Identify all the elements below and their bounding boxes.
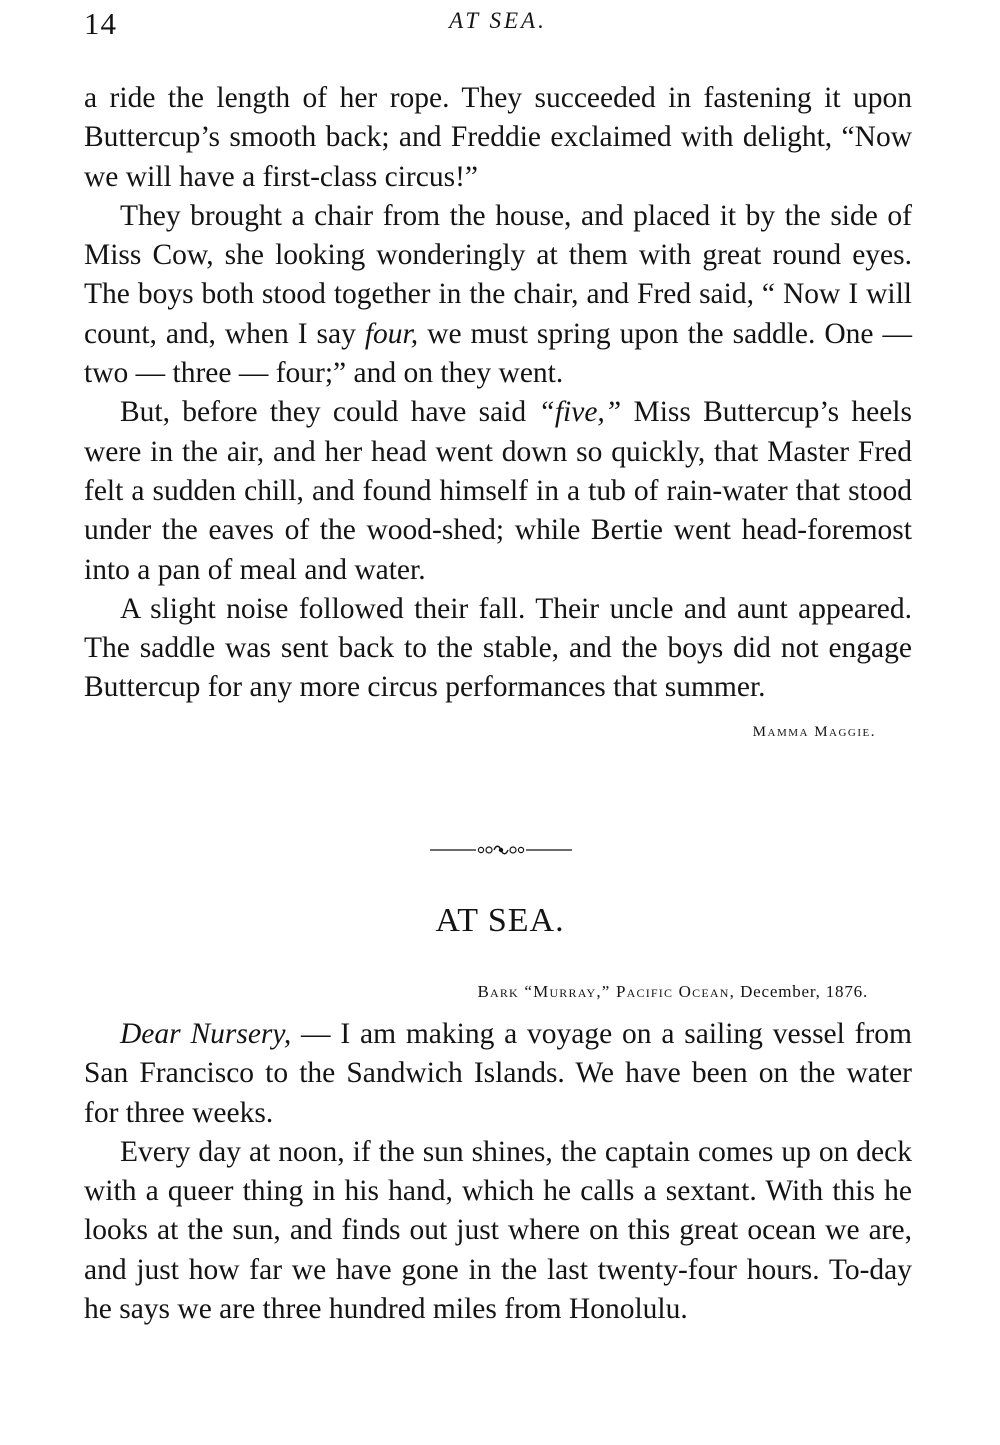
letter-text — [84, 1015, 912, 1329]
story-paragraph-2-italic: four, — [364, 317, 419, 350]
letter-dateline — [477, 982, 868, 1002]
story-paragraph-3-italic: “five,” — [538, 396, 622, 429]
running-head — [84, 6, 912, 46]
dateline-place: Bark “Murray,” Pacific Ocean, — [477, 982, 736, 1001]
letter-paragraph-1-text: — I am making a voyage on a sailing vessel from San Francisco to the Sandwich Islands. We have been on the water for three weeks. — [84, 1018, 912, 1129]
story-paragraph-3-text-a: But, before they could have said — [120, 396, 539, 429]
ornamental-divider — [430, 840, 572, 860]
story-text — [84, 79, 912, 742]
story-paragraph-1: a ride the length of her rope. They succeeded in fastening it upon Buttercup’s smooth back; and Freddie exclaimed with delight, “Now we will have a first-class circus!” — [84, 82, 912, 193]
story-paragraph-3 — [84, 393, 912, 589]
story-paragraph-4-text: A slight noise followed their fall. Their uncle and aunt appeared. The saddle was sent back to the stable, and the boys did not engage Buttercup for any more circus performances that summer. — [84, 592, 912, 704]
dateline-date: December, 1876. — [735, 982, 868, 1001]
letter-paragraph-2: Every day at noon, if the sun shines, the captain comes up on deck with a queer thing in his hand, which he calls a sextant. With this he looks at the sun, and finds out just where on this great ocean we are, and just how far we have gone in the last twenty-four hours. To-day he says we are three hundred miles from Honolulu. — [84, 1135, 912, 1326]
article-title: AT SEA. — [435, 902, 565, 939]
running-title: AT SEA. — [449, 8, 547, 33]
author-signature: Mamma Maggie. — [752, 723, 876, 740]
story-paragraph-2-text-b: we must spring upon the saddle. One — two — three — four;” and on they went. — [84, 317, 912, 390]
story-paragraph-2-text-a: They brought a chair from the house, and placed it by the side of Miss Cow, she looking wonderingly at them with great round eyes. The boys both stood together in the chair, and Fred said, “ Now I will count, and, when I say — [84, 199, 912, 350]
story-paragraph-3-text-b: Miss Buttercup’s heels were in the air, and her head went down so quickly, that Master Fred felt a sudden chill, and found himself in a tub of rain-water that stood under the eaves of the wood-shed; while Bertie went head-foremost into a pan of meal and water. — [84, 396, 912, 586]
letter-paragraph-1 — [84, 1015, 912, 1133]
letter-salutation: Dear Nursery, — [120, 1018, 292, 1050]
story-paragraph-4 — [84, 590, 912, 740]
story-paragraph-2 — [84, 197, 912, 393]
page-number: 14 — [84, 6, 117, 41]
